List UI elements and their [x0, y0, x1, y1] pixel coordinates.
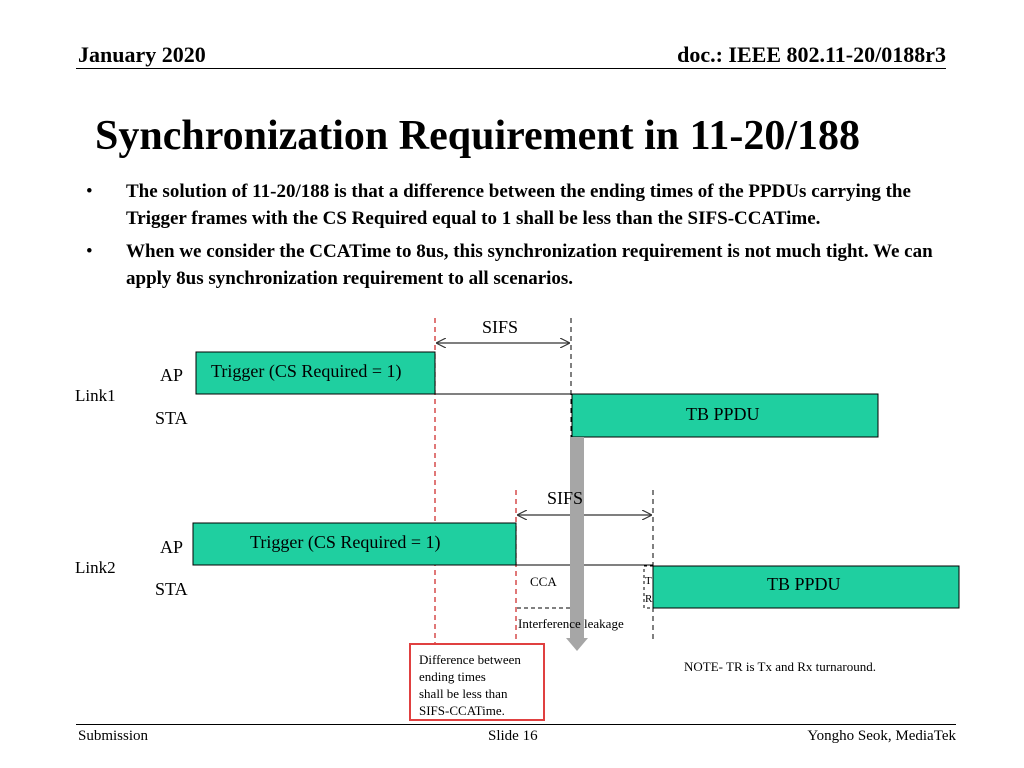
tr-label-top: T: [645, 575, 652, 587]
slide-title: Synchronization Requirement in 11-20/188: [95, 113, 861, 159]
interference-label: Interference leakage: [518, 616, 624, 631]
bullet-text: When we consider the CCATime to 8us, this synchronization requirement is not much tight. We can apply 8us synchronization requirement to all scenarios.: [126, 241, 933, 289]
footer-rule: [76, 724, 956, 725]
callout-line: SIFS-CCATime.: [419, 703, 505, 718]
note-text: NOTE- TR is Tx and Rx turnaround.: [684, 659, 876, 674]
link2-ap-label: AP: [160, 537, 184, 557]
link2-ppdu-label: TB PPDU: [767, 574, 841, 594]
link1-sta-label: STA: [155, 408, 188, 428]
link1-ppdu-label: TB PPDU: [686, 404, 760, 424]
link2-trigger-label: Trigger (CS Required = 1): [250, 532, 441, 552]
callout-line: shall be less than: [419, 686, 508, 701]
footer-slide-number: Slide 16: [488, 728, 538, 744]
header-date: January 2020: [78, 42, 206, 67]
difference-callout: [409, 643, 545, 721]
interference-arrow-head: [566, 638, 588, 651]
bullet-text: The solution of 11-20/188 is that a difference between the ending times of the PPDUs carrying the Trigger frames with the CS Required equal to 1 shall be less than the SIFS-CCATime.: [126, 181, 911, 229]
footer-submission: Submission: [78, 728, 149, 744]
link2-sta-label: STA: [155, 579, 188, 599]
link1-label: Link1: [75, 386, 116, 405]
link2-sifs-label: SIFS: [547, 488, 584, 508]
link1-ap-label: AP: [160, 365, 184, 385]
tr-label-bottom: R: [645, 593, 653, 605]
link1-trigger-label: Trigger (CS Required = 1): [211, 361, 402, 381]
bullet-marker: •: [86, 241, 93, 262]
header-doc-id: doc.: IEEE 802.11-20/0188r3: [677, 42, 946, 67]
footer-author: Yongho Seok, MediaTek: [807, 728, 956, 744]
callout-line: Difference between: [419, 652, 521, 667]
link2-label: Link2: [75, 558, 116, 577]
link1-sifs-label: SIFS: [482, 317, 519, 337]
bullet-marker: •: [86, 181, 93, 202]
cca-label: CCA: [530, 574, 557, 589]
interference-arrow-shaft: [570, 437, 584, 640]
callout-line: ending times: [419, 669, 486, 684]
